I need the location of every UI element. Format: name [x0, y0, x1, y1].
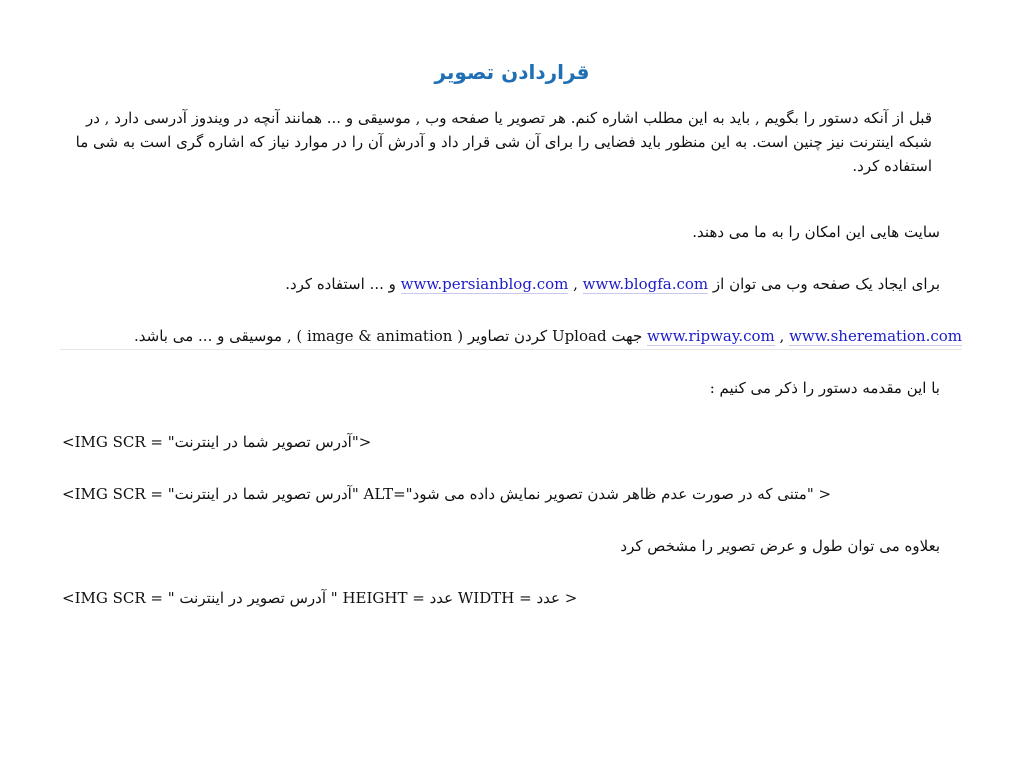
prelude-line: با این مقدمه دستور را ذکر می کنیم : [709, 379, 940, 397]
code-example-alt: <IMG SCR = "آدرس تصویر شما در اینترنت" ALT="متنی که در صورت عدم ظاهر شدن تصویر نمایش داده می شود" > [62, 485, 832, 503]
blogs-suffix: و ... استفاده کرد. [285, 275, 401, 293]
link-sheremation[interactable]: www.sheremation.com [789, 327, 962, 345]
upload-suffix: ) , موسیقی و ... می باشد. [134, 327, 308, 345]
sites-line: سایت هایی این امکان را به ما می دهند. [692, 223, 940, 241]
upload-middle: جهت Upload کردن تصاویر ( [452, 327, 648, 345]
link-ripway[interactable]: www.ripway.com [647, 327, 775, 345]
width-height-line: بعلاوه می توان طول و عرض تصویر را مشخص کرد [620, 537, 940, 555]
upload-line [60, 324, 962, 350]
blogs-prefix: برای ایجاد یک صفحه وب می توان از [708, 275, 940, 293]
intro-paragraph: قبل از آنکه دستور را بگویم , باید به این مطلب اشاره کنم. هر تصویر یا صفحه وب , موسیقی و ... همانند آنچه در ویندوز آدرسی دارد , در شبکه اینترنت نیز چنین است. به این منظور باید فضایی را برای آن شی قرار داد و آدرش آن را در موارد نیاز که اشاره گری است به شی ما استفاده کرد. [75, 109, 932, 175]
upload-separator: , [774, 327, 790, 345]
blogs-separator: , [568, 275, 583, 293]
blogs-line [60, 272, 940, 296]
link-persianblog[interactable]: www.persianblog.com [400, 275, 569, 293]
upload-english-term: image & animation [307, 327, 453, 345]
page-title: قراردادن تصویر [434, 60, 590, 84]
code-example-basic: <IMG SCR = "آدرس تصویر شما در اینترنت"> [62, 433, 372, 451]
code-example-size: <IMG SCR = " آدرس تصویر در اینترنت " HEIGHT = عدد WIDTH = عدد > [62, 589, 578, 607]
link-blogfa[interactable]: www.blogfa.com [582, 275, 709, 293]
